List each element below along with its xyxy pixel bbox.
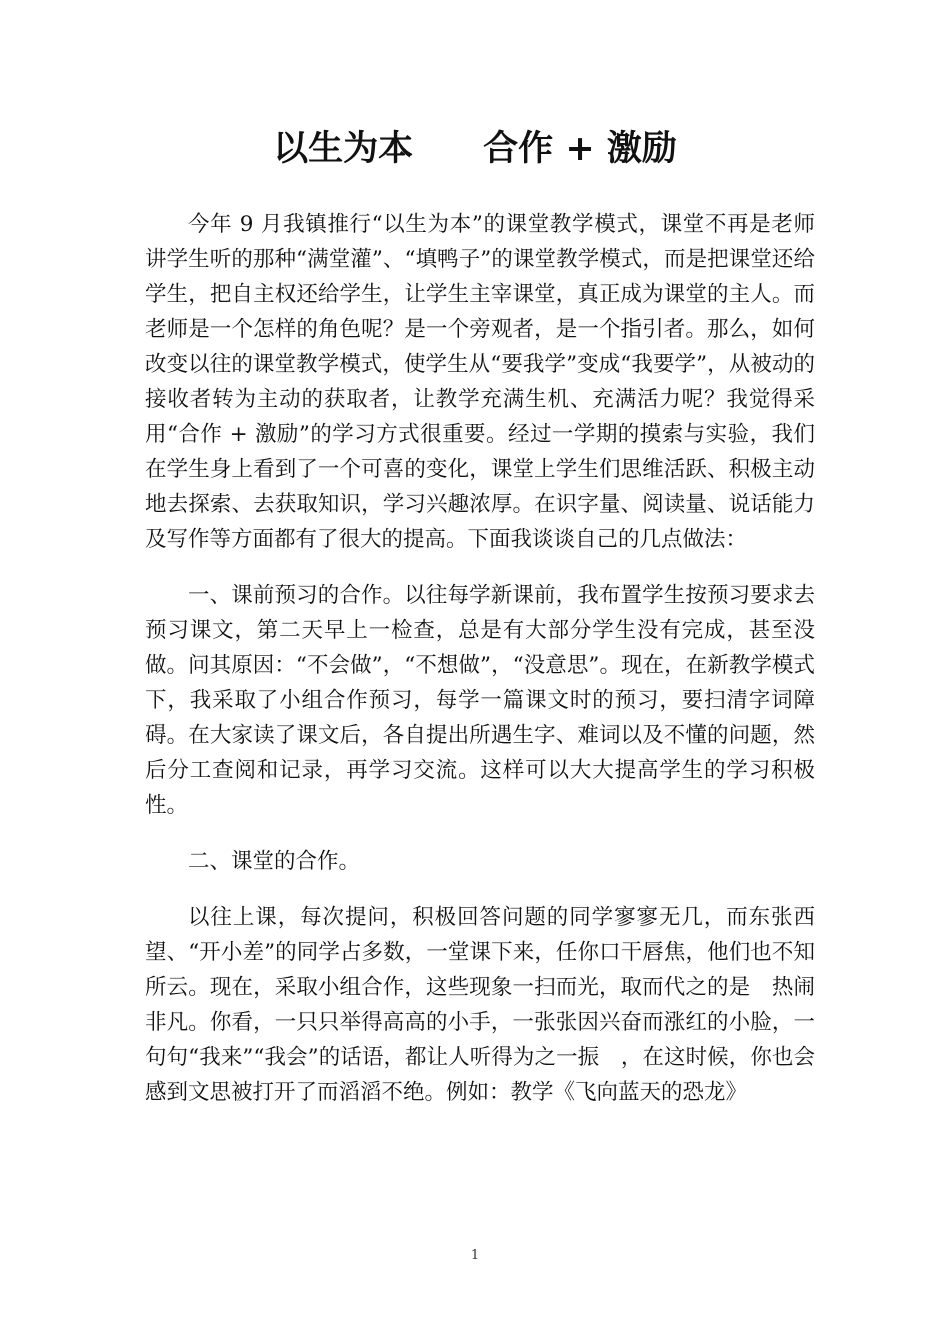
document-body <box>145 207 815 1131</box>
document-title: 以生为本 合作 + 激励 <box>273 129 677 169</box>
paragraph-classroom-cooperation: 以往上课，每次提问，积极回答问题的同学寥寥无几，而东张西望、“开小差”的同学占多数，一堂课下来，任你口干唇焦，他们也不知所云。现在，采取小组合作，这些现象一扫而光，取而代之的是 热闹非凡。你看，一只只举得高高的小手，一张张因兴奋而涨红的小脸，一句句“我来”“我会”的话语，都让人听得为之一振 ，在这时候，你也会感到文思被打开了而滔滔不绝。例如：教学《飞向蓝天的恐龙》 <box>145 905 815 1105</box>
section-heading-classroom-cooperation: 二、课堂的合作。 <box>188 849 361 874</box>
paragraph-preview-cooperation: 一、课前预习的合作。以往每学新课前，我布置学生按预习要求去预习课文，第二天早上一检查，总是有大部分学生没有完成，甚至没做。问其原因：“不会做”，“不想做”，“没意思”。现在，在新教学模式下，我采取了小组合作预习，每学一篇课文时的预习，要扫清字词障碍。在大家读了课文后，各自提出所遇生字、难词以及不懂的问题，然后分工查阅和记录，再学习交流。这样可以大大提高学生的学习积极性。 <box>145 583 815 818</box>
page-number: 1 <box>470 1248 480 1263</box>
paragraph-intro: 今年 9 月我镇推行“以生为本”的课堂教学模式，课堂不再是老师讲学生听的那种“满堂灌”、“填鸭子”的课堂教学模式，而是把课堂还给学生，把自主权还给学生，让学生主宰课堂，真正成为课堂的主人。而老师是一个怎样的角色呢？是一个旁观者，是一个指引者。那么，如何改变以往的课堂教学模式，使学生从“要我学”变成“我要学”，从被动的接收者转为主动的获取者，让教学充满生机、充满活力呢？我觉得采用“合作 + 激励”的学习方式很重要。经过一学期的摸索与实验，我们在学生身上看到了一个可喜的变化，课堂上学生们思维活跃、积极主动地去探索、去获取知识，学习兴趣浓厚。在识字量、阅读量、说话能力及写作等方面都有了很大的提高。下面我谈谈自己的几点做法： <box>145 212 815 552</box>
